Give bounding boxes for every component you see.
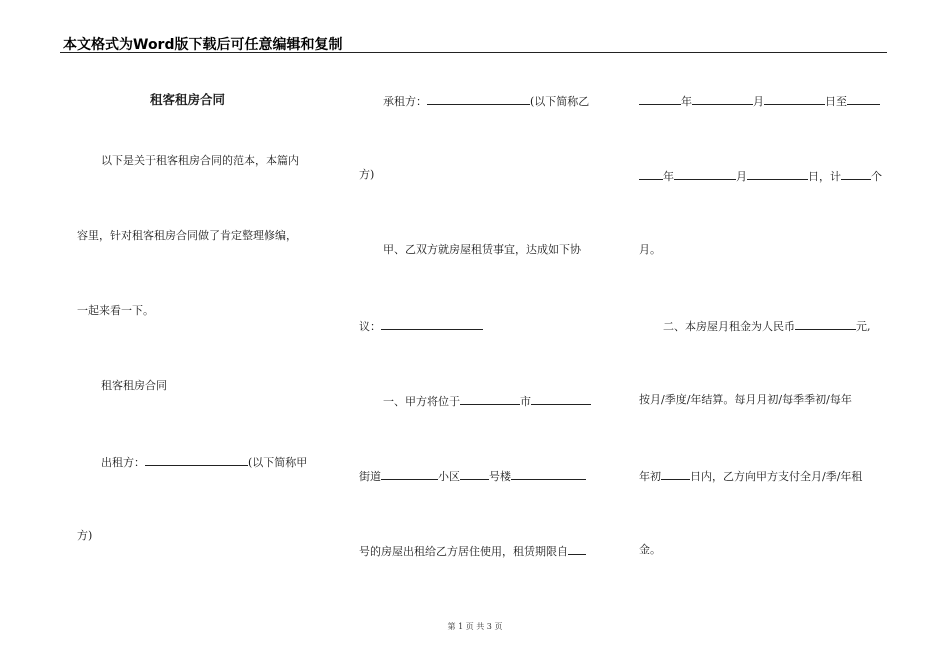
lease-date-line-2 [639, 168, 882, 184]
lessor-continuation: 方) [77, 529, 93, 542]
building-label: 号楼 [489, 470, 511, 483]
clause-2-line-3 [639, 468, 862, 484]
clause-1-prefix: 一、甲方将位于 [383, 395, 460, 408]
payment-days-blank [661, 468, 690, 480]
building-blank [460, 468, 489, 480]
street-blank [381, 468, 438, 480]
year-label-2: 年 [663, 170, 674, 183]
start-day-blank [764, 93, 825, 105]
clause-1-line-3 [359, 543, 586, 559]
lessor-line [101, 454, 307, 470]
header-rule [60, 52, 887, 53]
city-label: 市 [520, 395, 531, 408]
agreement-line-2 [359, 318, 483, 334]
year-label: 年 [681, 95, 692, 108]
document-header: 本文格式为Word版下载后可任意编辑和复制 [63, 37, 343, 53]
lease-date-line-3: 月。 [639, 243, 661, 256]
months-count-blank [841, 168, 871, 180]
street-label: 街道 [359, 470, 381, 483]
month-label-2: 月 [736, 170, 747, 183]
clause-2-line-4: 金。 [639, 543, 661, 556]
community-label: 小区 [438, 470, 460, 483]
lessee-continuation: 方) [359, 168, 375, 181]
lessee-tail: (以下简称乙 [530, 95, 590, 108]
intro-line-1: 以下是关于租客租房合同的范本，本篇内 [101, 154, 299, 167]
lessor-label: 出租方： [101, 456, 145, 469]
start-year-blank [568, 543, 586, 555]
intro-line-2: 容里，针对租客租房合同做了肯定整理修编， [77, 229, 297, 242]
start-month-blank [692, 93, 753, 105]
end-day-blank [747, 168, 808, 180]
clause-1-line-2 [359, 468, 586, 484]
district-blank [531, 393, 591, 405]
month-label: 月 [753, 95, 764, 108]
lease-date-line-1 [639, 93, 880, 109]
contract-subtitle: 租客租房合同 [101, 379, 167, 392]
end-month-blank [674, 168, 736, 180]
clause-2-prefix: 二、本房屋月租金为人民币 [663, 320, 795, 333]
months-unit-label: 个 [871, 170, 882, 183]
agreement-blank [381, 318, 483, 330]
lessee-blank [427, 93, 530, 105]
payment-text: 日内，乙方向甲方支付全月/季/年租 [690, 470, 863, 483]
day-to-label: 日至 [825, 95, 847, 108]
city-blank [460, 393, 520, 405]
page-number: 第 1 页 共 3 页 [447, 622, 503, 631]
day-total-label: 日，计 [808, 170, 841, 183]
document-title: 租客租房合同 [150, 92, 226, 107]
rent-unit-label: 元, [856, 320, 871, 333]
agreement-label: 议： [359, 320, 381, 333]
clause-2-line-2: 按月/季度/年结算。每月月初/每季季初/每年 [639, 393, 852, 406]
payment-prefix: 年初 [639, 470, 661, 483]
lessee-line [383, 93, 589, 109]
end-year-cont-blank [639, 168, 663, 180]
clause-2-line-1 [663, 318, 871, 334]
end-year-blank [847, 93, 880, 105]
rent-amount-blank [795, 318, 856, 330]
intro-line-3: 一起来看一下。 [77, 304, 154, 317]
clause-1-line-1 [383, 393, 591, 409]
clause-1-lease-text: 号的房屋出租给乙方居住使用，租赁期限自 [359, 545, 568, 558]
start-year-cont-blank [639, 93, 681, 105]
lessor-tail: (以下简称甲 [248, 456, 308, 469]
agreement-line-1: 甲、乙双方就房屋租赁事宜，达成如下协 [383, 243, 581, 256]
unit-blank [511, 468, 586, 480]
lessor-blank [145, 454, 248, 466]
lessee-label: 承租方： [383, 95, 427, 108]
